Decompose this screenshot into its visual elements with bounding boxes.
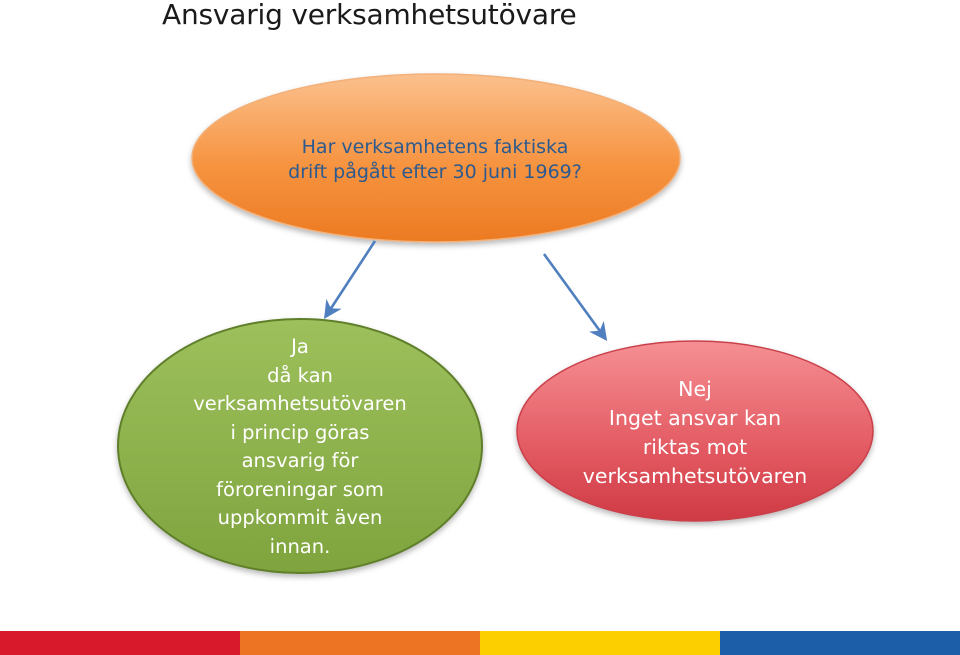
- arrow-to-yes: [326, 241, 375, 316]
- question-line: drift pågått efter 30 juni 1969?: [288, 161, 582, 183]
- yes-node: [118, 319, 482, 573]
- yes-line: innan.: [269, 534, 331, 558]
- arrow-to-no: [544, 254, 605, 338]
- footer-color-bar: [0, 631, 960, 655]
- question-node: [192, 74, 680, 242]
- slide-title: Ansvarig verksamhetsutövare: [162, 0, 577, 31]
- no-line: Inget ansvar kan: [608, 406, 782, 430]
- footer-segment-orange: [240, 631, 480, 655]
- question-line: Har verksamhetens faktiska: [301, 136, 569, 158]
- no-line: verksamhetsutövaren: [582, 464, 808, 488]
- yes-line: verksamhetsutövaren: [193, 392, 407, 415]
- footer-segment-yellow: [480, 631, 720, 655]
- yes-line: ansvarig för: [241, 449, 359, 472]
- no-line: riktas mot: [642, 435, 748, 459]
- yes-line: uppkommit även: [217, 506, 383, 529]
- yes-line: i princip göras: [230, 420, 370, 444]
- no-line: Nej: [678, 377, 712, 401]
- yes-line: föroreningar som: [216, 477, 384, 501]
- no-node: [517, 341, 873, 521]
- yes-line: Ja: [291, 335, 309, 358]
- yes-line: då kan: [267, 363, 333, 387]
- footer-segment-blue: [720, 631, 960, 655]
- footer-segment-red: [0, 631, 240, 655]
